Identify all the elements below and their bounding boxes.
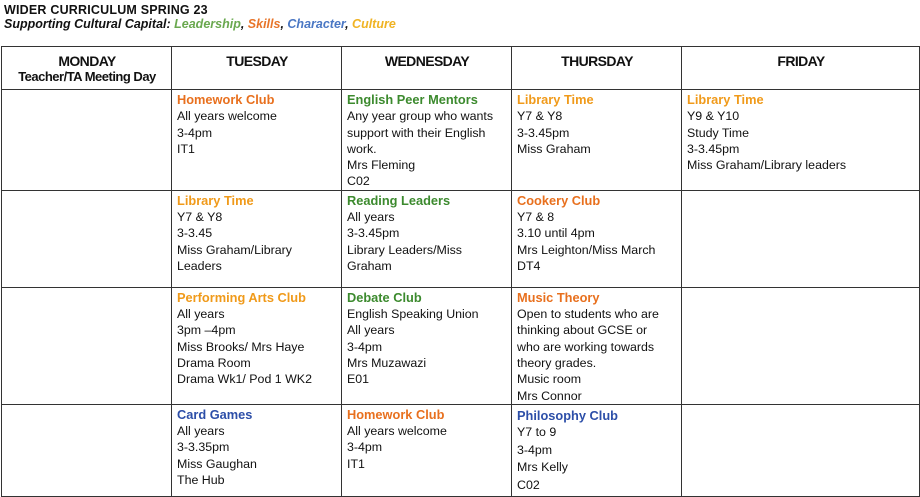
header-row	[2, 47, 920, 90]
page-title: WIDER CURRICULUM SPRING 23	[4, 3, 208, 17]
activity-cell: Library Time Y9 & Y10 Study Time 3-3.45pm Miss Graham/Library leaders	[682, 90, 920, 191]
table-row	[2, 287, 920, 404]
cell-monday	[2, 404, 172, 496]
activity-cell: Philosophy Club Y7 to 9 3-4pm Mrs Kelly C02	[512, 404, 682, 496]
activity-cell: Library Time Y7 & Y8 3-3.45 Miss Graham/Library Leaders	[172, 190, 342, 287]
activity-name: Debate Club	[347, 289, 422, 305]
cell-friday-empty	[682, 190, 920, 287]
subtitle-prefix: Supporting Cultural Capital:	[4, 17, 175, 31]
day-header-wednesday: WEDNESDAY	[342, 47, 512, 90]
activity-cell: Music Theory Open to students who are thinking about GCSE or who are working towards theory grades. Music room Mrs Connor	[512, 287, 682, 404]
table-row	[2, 404, 920, 496]
activity-cell: Homework Club All years welcome 3-4pm IT1	[172, 90, 342, 191]
activity-name: English Peer Mentors	[347, 92, 478, 107]
page-subtitle	[4, 17, 396, 32]
activity-name: Philosophy Club	[517, 407, 618, 423]
day-header-tuesday: TUESDAY	[172, 47, 342, 90]
cell-friday-empty	[682, 287, 920, 404]
activity-name: Library Time	[177, 192, 254, 208]
subtitle-sep-1: ,	[240, 17, 248, 31]
activity-name: Cookery Club	[517, 192, 601, 208]
timetable	[1, 46, 920, 497]
subtitle-character: Character	[287, 17, 346, 31]
day-header-monday: MONDAY Teacher/TA Meeting Day	[2, 47, 172, 90]
activity-cell: Reading Leaders All years 3-3.45pm Library Leaders/Miss Graham	[342, 190, 512, 287]
activity-name: Performing Arts Club	[177, 289, 306, 305]
table-row	[2, 190, 920, 287]
subtitle-sep-2: ,	[280, 17, 288, 31]
cell-friday-empty	[682, 404, 920, 496]
activity-name: Card Games	[177, 406, 253, 422]
activity-cell: Homework Club All years welcome 3-4pm IT1	[342, 404, 512, 496]
table-row	[2, 90, 920, 191]
day-header-friday: FRIDAY	[682, 47, 920, 90]
day-header-thursday: THURSDAY	[512, 47, 682, 90]
cell-monday	[2, 287, 172, 404]
activity-name: Homework Club	[347, 406, 445, 422]
activity-name: Music Theory	[517, 289, 600, 305]
activity-name: Library Time	[687, 92, 764, 107]
document-header	[4, 3, 396, 32]
monday-note: Teacher/TA Meeting Day	[18, 69, 156, 84]
activity-name: Homework Club	[177, 92, 275, 107]
subtitle-culture: Culture	[352, 17, 396, 31]
activity-cell: Library Time Y7 & Y8 3-3.45pm Miss Graham	[512, 90, 682, 191]
activity-cell: Cookery Club Y7 & 8 3.10 until 4pm Mrs Leighton/Miss March DT4	[512, 190, 682, 287]
subtitle-sep-3: ,	[345, 17, 353, 31]
subtitle-skills: Skills	[247, 17, 281, 31]
activity-cell: English Peer Mentors Any year group who wants support with their English work. Mrs Fleming C02	[342, 90, 512, 191]
cell-monday	[2, 90, 172, 191]
activity-name: Library Time	[517, 92, 594, 107]
subtitle-leadership: Leadership	[174, 17, 241, 31]
activity-cell: Debate Club English Speaking Union All years 3-4pm Mrs Muzawazi E01	[342, 287, 512, 404]
activity-cell: Performing Arts Club All years 3pm –4pm Miss Brooks/ Mrs Haye Drama Room Drama Wk1/ Pod 1 WK2	[172, 287, 342, 404]
activity-name: Reading Leaders	[347, 192, 451, 208]
activity-cell: Card Games All years 3-3.35pm Miss Gaughan The Hub	[172, 404, 342, 496]
cell-monday	[2, 190, 172, 287]
